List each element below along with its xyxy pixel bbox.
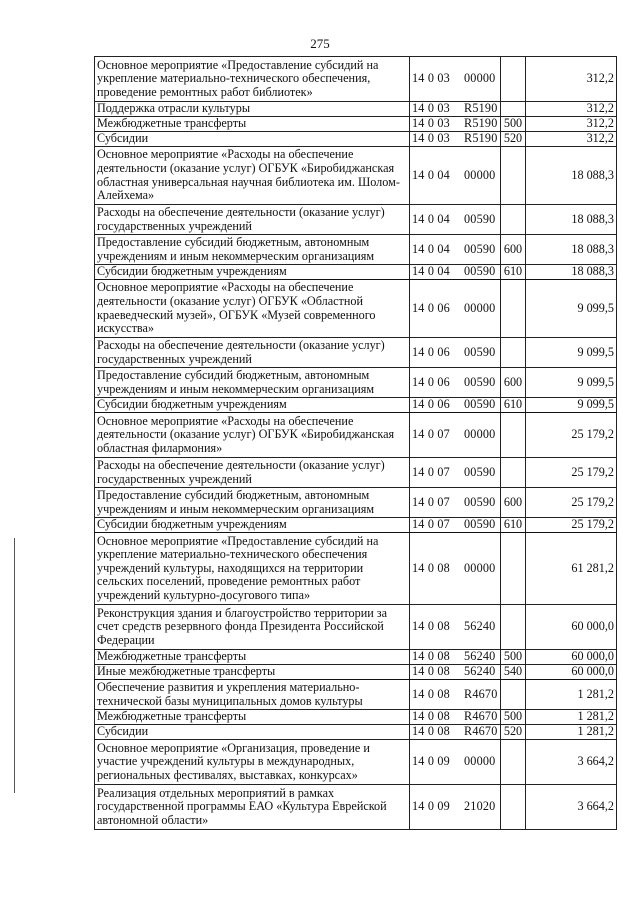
expense-name-cell: Межбюджетные трансферты: [95, 710, 410, 725]
table-row: [95, 57, 617, 102]
program-code: 14 0 03: [412, 71, 450, 86]
program-code-cell: [410, 518, 501, 533]
amount-cell: 25 179,2: [526, 413, 617, 458]
table-row: [95, 458, 617, 488]
program-code-cell: [410, 488, 501, 518]
program-code: 14 0 09: [412, 754, 450, 769]
table-row: [95, 132, 617, 147]
expense-type-cell: 500: [501, 650, 526, 665]
amount-cell: 9 099,5: [526, 280, 617, 338]
amount-cell: 60 000,0: [526, 650, 617, 665]
expense-name-cell: Основное мероприятие «Расходы на обеспечение деятельности (оказание услуг) ОГБУК «Биробиджанская областная филармония»: [95, 413, 410, 458]
table-row: [95, 518, 617, 533]
program-code-cell: [410, 205, 501, 235]
program-code-cell: [410, 725, 501, 740]
expense-type-cell: [501, 605, 526, 650]
program-code: 14 0 07: [412, 464, 450, 479]
program-code: 14 0 03: [412, 131, 450, 146]
program-code-cell: [410, 265, 501, 280]
table-row: [95, 205, 617, 235]
expense-name-cell: Предоставление субсидий бюджетным, автономным учреждениям и иным некоммерческим организациям: [95, 488, 410, 518]
program-code: 14 0 04: [412, 167, 450, 182]
expense-name-cell: Расходы на обеспечение деятельности (оказание услуг) государственных учреждений: [95, 205, 410, 235]
target-code: R5190: [464, 131, 498, 146]
amount-cell: 3 664,2: [526, 740, 617, 785]
target-code: 00000: [464, 71, 496, 86]
margin-line: [14, 538, 15, 793]
target-code: R5190: [464, 116, 498, 131]
target-code: 21020: [464, 799, 496, 814]
expense-type-cell: 540: [501, 665, 526, 680]
table-row: [95, 117, 617, 132]
amount-cell: 1 281,2: [526, 725, 617, 740]
expense-name-cell: Межбюджетные трансферты: [95, 117, 410, 132]
program-code: 14 0 06: [412, 397, 450, 412]
expense-name-cell: Предоставление субсидий бюджетным, автономным учреждениям и иным некоммерческим организациям: [95, 235, 410, 265]
expense-name-cell: Субсидии бюджетным учреждениям: [95, 398, 410, 413]
program-code: 14 0 06: [412, 374, 450, 389]
table-row: [95, 680, 617, 710]
program-code: 14 0 04: [412, 264, 450, 279]
page-number: 275: [310, 36, 330, 51]
target-code: R4670: [464, 724, 498, 739]
expense-name-cell: Основное мероприятие «Расходы на обеспечение деятельности (оказание услуг) ОГБУК «Биробиджанская областная универсальная научная библиотека им. Шолом-Алейхема»: [95, 147, 410, 205]
expense-name-cell: Субсидии: [95, 725, 410, 740]
program-code-cell: [410, 650, 501, 665]
target-code: 00000: [464, 560, 496, 575]
amount-cell: 312,2: [526, 57, 617, 102]
amount-cell: 312,2: [526, 132, 617, 147]
program-code: 14 0 06: [412, 300, 450, 315]
program-code-cell: [410, 680, 501, 710]
program-code: 14 0 08: [412, 560, 450, 575]
amount-cell: 312,2: [526, 102, 617, 117]
amount-cell: 61 281,2: [526, 533, 617, 605]
expense-name-cell: Основное мероприятие «Предоставление субсидий на укрепление материально-технического обеспечения учреждений культуры, находящихся на территории сельских поселений, проведение ремонтных работ учреждений культурно-досугового типа»: [95, 533, 410, 605]
expense-type-cell: 600: [501, 488, 526, 518]
amount-cell: 3 664,2: [526, 785, 617, 830]
program-code: 14 0 07: [412, 427, 450, 442]
expense-name-cell: Поддержка отрасли культуры: [95, 102, 410, 117]
expense-type-cell: 500: [501, 117, 526, 132]
expense-name-cell: Основное мероприятие «Расходы на обеспечение деятельности (оказание услуг) ОГБУК «Областной краеведческий музей», ОГБУК «Музей современного искусства»: [95, 280, 410, 338]
table-row: [95, 102, 617, 117]
expense-name-cell: Реализация отдельных мероприятий в рамках государственной программы ЕАО «Культура Еврейской автономной области»: [95, 785, 410, 830]
program-code: 14 0 08: [412, 664, 450, 679]
expense-name-cell: Межбюджетные трансферты: [95, 650, 410, 665]
target-code: R4670: [464, 709, 498, 724]
amount-cell: 25 179,2: [526, 488, 617, 518]
program-code-cell: [410, 458, 501, 488]
target-code: 00590: [464, 517, 496, 532]
amount-cell: 312,2: [526, 117, 617, 132]
table-row: [95, 605, 617, 650]
program-code-cell: [410, 147, 501, 205]
expense-type-cell: [501, 57, 526, 102]
table-row: [95, 740, 617, 785]
table-row: [95, 280, 617, 338]
target-code: 00590: [464, 344, 496, 359]
expense-type-cell: [501, 785, 526, 830]
table-row: [95, 265, 617, 280]
target-code: 00590: [464, 374, 496, 389]
expense-type-cell: [501, 147, 526, 205]
amount-cell: 18 088,3: [526, 265, 617, 280]
table-row: [95, 725, 617, 740]
program-code-cell: [410, 102, 501, 117]
program-code-cell: [410, 338, 501, 368]
table-row: [95, 368, 617, 398]
expense-name-cell: Расходы на обеспечение деятельности (оказание услуг) государственных учреждений: [95, 338, 410, 368]
program-code: 14 0 06: [412, 344, 450, 359]
expense-type-cell: 610: [501, 398, 526, 413]
amount-cell: 9 099,5: [526, 338, 617, 368]
expense-type-cell: [501, 740, 526, 785]
table-row: [95, 235, 617, 265]
table-row: [95, 147, 617, 205]
program-code-cell: [410, 398, 501, 413]
amount-cell: 18 088,3: [526, 235, 617, 265]
expense-name-cell: Обеспечение развития и укрепления материально-технической базы муниципальных домов культуры: [95, 680, 410, 710]
expense-name-cell: Основное мероприятие «Организация, проведение и участие учреждений культуры в международных, региональных фестивалях, выставках, конкурсах»: [95, 740, 410, 785]
expense-type-cell: [501, 680, 526, 710]
table-row: [95, 533, 617, 605]
amount-cell: 60 000,0: [526, 605, 617, 650]
expense-type-cell: 610: [501, 518, 526, 533]
program-code: 14 0 03: [412, 116, 450, 131]
program-code: 14 0 09: [412, 799, 450, 814]
program-code: 14 0 04: [412, 241, 450, 256]
target-code: 00000: [464, 427, 496, 442]
target-code: 56240: [464, 649, 496, 664]
amount-cell: 1 281,2: [526, 710, 617, 725]
program-code: 14 0 08: [412, 649, 450, 664]
amount-cell: 18 088,3: [526, 147, 617, 205]
expense-type-cell: 520: [501, 132, 526, 147]
table-row: [95, 413, 617, 458]
expense-type-cell: [501, 458, 526, 488]
program-code: 14 0 08: [412, 724, 450, 739]
program-code-cell: [410, 785, 501, 830]
amount-cell: 25 179,2: [526, 458, 617, 488]
amount-cell: 9 099,5: [526, 398, 617, 413]
expense-type-cell: [501, 205, 526, 235]
target-code: 00000: [464, 300, 496, 315]
program-code-cell: [410, 413, 501, 458]
program-code: 14 0 04: [412, 211, 450, 226]
expense-type-cell: 610: [501, 265, 526, 280]
expense-name-cell: Субсидии бюджетным учреждениям: [95, 518, 410, 533]
program-code: 14 0 08: [412, 709, 450, 724]
program-code-cell: [410, 665, 501, 680]
program-code-cell: [410, 605, 501, 650]
program-code-cell: [410, 368, 501, 398]
target-code: 00590: [464, 464, 496, 479]
amount-cell: 60 000,0: [526, 665, 617, 680]
amount-cell: 9 099,5: [526, 368, 617, 398]
program-code-cell: [410, 280, 501, 338]
program-code-cell: [410, 533, 501, 605]
expense-type-cell: [501, 413, 526, 458]
table-row: [95, 785, 617, 830]
target-code: R4670: [464, 686, 498, 701]
table-row: [95, 338, 617, 368]
program-code: 14 0 07: [412, 517, 450, 532]
expense-type-cell: 600: [501, 235, 526, 265]
expense-name-cell: Иные межбюджетные трансферты: [95, 665, 410, 680]
table-row: [95, 488, 617, 518]
expense-name-cell: Субсидии бюджетным учреждениям: [95, 265, 410, 280]
program-code-cell: [410, 740, 501, 785]
program-code-cell: [410, 132, 501, 147]
expense-type-cell: [501, 533, 526, 605]
target-code: 00000: [464, 754, 496, 769]
program-code-cell: [410, 710, 501, 725]
expense-type-cell: 500: [501, 710, 526, 725]
expense-name-cell: Предоставление субсидий бюджетным, автономным учреждениям и иным некоммерческим организациям: [95, 368, 410, 398]
target-code: 56240: [464, 619, 496, 634]
expense-type-cell: [501, 338, 526, 368]
target-code: 00590: [464, 241, 496, 256]
expense-name-cell: Основное мероприятие «Предоставление субсидий на укрепление материально-технического обеспечения, проведение ремонтных работ библиотек»: [95, 57, 410, 102]
amount-cell: 1 281,2: [526, 680, 617, 710]
program-code: 14 0 03: [412, 101, 450, 116]
table-row: [95, 710, 617, 725]
budget-table: [94, 56, 617, 830]
amount-cell: 25 179,2: [526, 518, 617, 533]
target-code: R5190: [464, 101, 498, 116]
target-code: 00000: [464, 167, 496, 182]
target-code: 00590: [464, 397, 496, 412]
expense-type-cell: 520: [501, 725, 526, 740]
expense-type-cell: [501, 102, 526, 117]
program-code-cell: [410, 117, 501, 132]
budget-table-body: [95, 57, 617, 830]
table-row: [95, 665, 617, 680]
amount-cell: 18 088,3: [526, 205, 617, 235]
target-code: 56240: [464, 664, 496, 679]
program-code-cell: [410, 235, 501, 265]
expense-type-cell: [501, 280, 526, 338]
program-code: 14 0 08: [412, 619, 450, 634]
target-code: 00590: [464, 264, 496, 279]
target-code: 00590: [464, 211, 496, 226]
program-code: 14 0 08: [412, 686, 450, 701]
program-code: 14 0 07: [412, 494, 450, 509]
expense-name-cell: Субсидии: [95, 132, 410, 147]
expense-name-cell: Расходы на обеспечение деятельности (оказание услуг) государственных учреждений: [95, 458, 410, 488]
expense-name-cell: Реконструкция здания и благоустройство территории за счет средств резервного фонда Президента Российской Федерации: [95, 605, 410, 650]
target-code: 00590: [464, 494, 496, 509]
table-row: [95, 650, 617, 665]
program-code-cell: [410, 57, 501, 102]
table-row: [95, 398, 617, 413]
expense-type-cell: 600: [501, 368, 526, 398]
